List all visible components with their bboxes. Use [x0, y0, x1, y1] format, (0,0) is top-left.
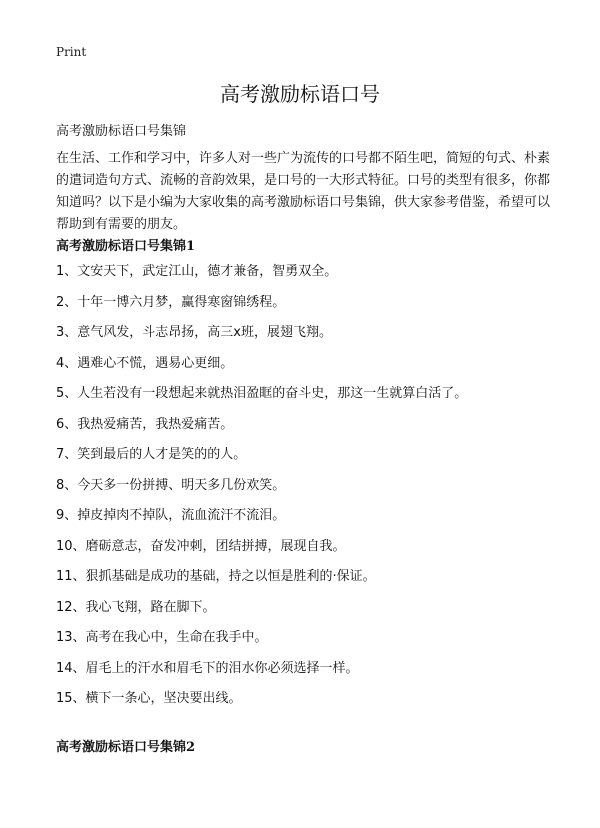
- page-title: 高考激励标语口号: [220, 82, 380, 106]
- slogan-item-8: 8、今天多一份拼搏、明天多几份欢笑。: [56, 477, 286, 493]
- slogan-item-4: 4、遇难心不慌，遇易心更细。: [56, 355, 234, 371]
- slogan-item-12: 12、我心飞翔，路在脚下。: [56, 599, 216, 615]
- slogan-item-10: 10、磨砺意志，奋发冲刺，团结拼搏，展现自我。: [56, 538, 346, 554]
- slogan-item-15: 15、横下一条心，坚决要出线。: [56, 691, 242, 706]
- slogan-item-6: 6、我热爱痛苦，我热爱痛苦。: [56, 416, 234, 432]
- slogan-item-3: 3、意气风发，斗志昂扬，高三x班，展翅飞翔。: [56, 325, 332, 340]
- slogan-item-14: 14、眉毛上的汗水和眉毛下的泪水你必须选择一样。: [56, 660, 359, 676]
- slogan-item-7: 7、笑到最后的人才是笑的的人。: [56, 447, 247, 462]
- intro-paragraph: 在生活、工作和学习中，许多人对一些广为流传的口号都不陌生吧，简短的句式、朴素的遣词造句方式、流畅的音韵效果，是口号的一大形式特征。口号的类型有很多，你都知道吗？以下是小编为大家收集的高考激励标语口号集锦，供大家参考借鉴，希望可以帮助到有需要的朋友。: [56, 151, 551, 232]
- section-heading-1: 高考激励标语口号集锦1: [56, 239, 196, 254]
- section-heading-2: 高考激励标语口号集锦2: [56, 740, 196, 755]
- print-link[interactable]: Print: [56, 45, 87, 59]
- slogan-item-9: 9、掉皮掉肉不掉队，流血流汗不流泪。: [56, 508, 286, 523]
- slogan-item-1: 1、文安天下，武定江山，德才兼备，智勇双全。: [56, 264, 338, 279]
- slogan-item-13: 13、高考在我心中，生命在我手中。: [56, 630, 268, 645]
- slogan-item-11: 11、狠抓基础是成功的基础，持之以恒是胜利的·保证。: [56, 569, 376, 584]
- slogan-list: [56, 262, 556, 720]
- slogan-item-5: 5、人生若没有一段想起来就热泪盈眶的奋斗史，那这一生就算白活了。: [56, 386, 468, 401]
- document-subtitle: 高考激励标语口号集锦: [56, 124, 187, 139]
- slogan-item-2: 2、十年一博六月梦，赢得寒窗锦绣程。: [56, 294, 286, 310]
